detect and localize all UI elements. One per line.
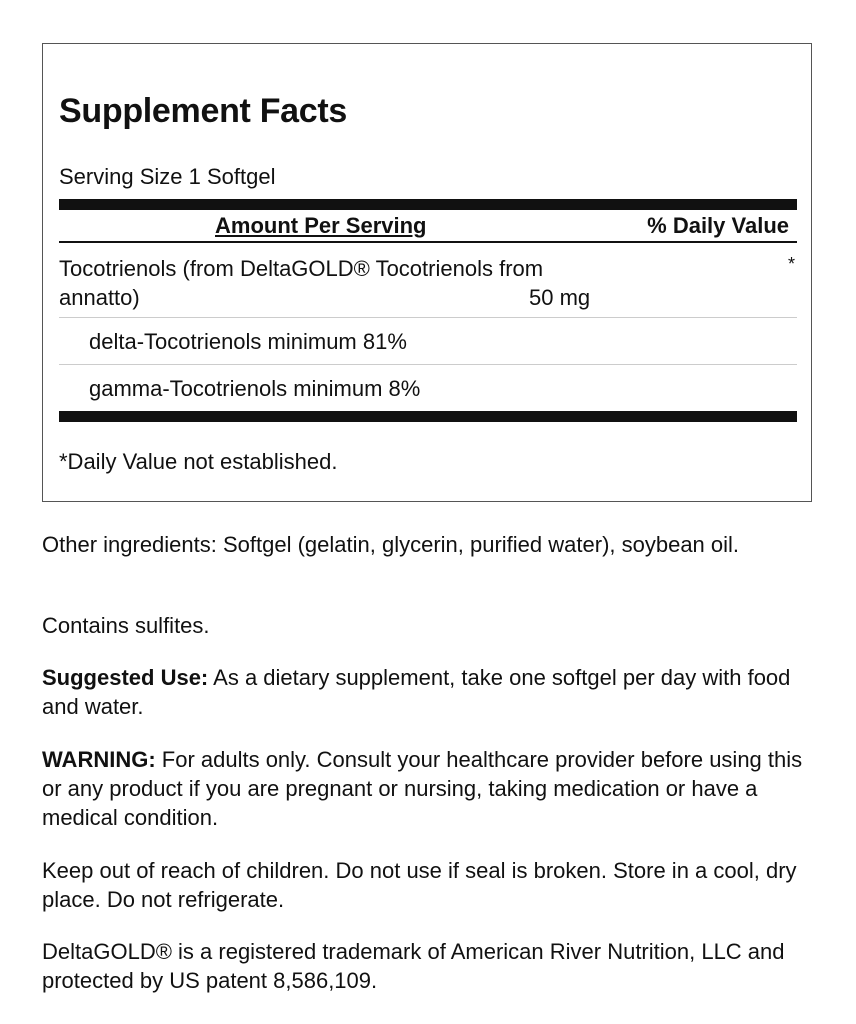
ingredient-amount: 50 mg: [529, 285, 591, 310]
trademark-notice: DeltaGOLD® is a registered trademark of American River Nutrition, LLC and protected by US patent 8,586,109.: [42, 939, 785, 993]
other-ingredients: Other ingredients: Softgel (gelatin, glycerin, purified water), soybean oil.: [42, 532, 740, 557]
bottom-divider-bar: [59, 411, 797, 422]
daily-value-header: % Daily Value: [647, 213, 789, 238]
warning: [42, 745, 812, 832]
suggested-use: [42, 663, 812, 721]
header-divider: [59, 241, 797, 243]
serving-size: Serving Size 1 Softgel: [59, 164, 276, 189]
daily-value-footnote: *Daily Value not established.: [59, 449, 338, 474]
supplement-facts-panel: [42, 43, 812, 502]
amount-per-serving-header: Amount Per Serving: [215, 213, 427, 238]
suggested-use-label: Suggested Use:: [42, 665, 209, 690]
top-divider-bar: [59, 199, 797, 210]
storage-instructions: Keep out of reach of children. Do not use if seal is broken. Store in a cool, dry place. Do not refrigerate.: [42, 858, 797, 912]
warning-text: For adults only. Consult your healthcare provider before using this or any product if you are pregnant or nursing, taking medication or have a medical condition.: [42, 747, 803, 830]
facts-title: Supplement Facts: [59, 92, 348, 130]
ingredient-daily-value: *: [787, 254, 795, 274]
sub-ingredient-delta: delta-Tocotrienols minimum 81%: [89, 329, 407, 354]
allergen-notice: Contains sulfites.: [42, 613, 210, 638]
row-divider: [59, 317, 797, 318]
ingredient-name: Tocotrienols (from DeltaGOLD® Tocotrienols from annatto): [59, 256, 544, 310]
suggested-use-text: As a dietary supplement, take one softgel per day with food and water.: [42, 665, 791, 719]
row-divider: [59, 364, 797, 365]
warning-label: WARNING:: [42, 747, 156, 772]
sub-ingredient-gamma: gamma-Tocotrienols minimum 8%: [89, 376, 421, 401]
